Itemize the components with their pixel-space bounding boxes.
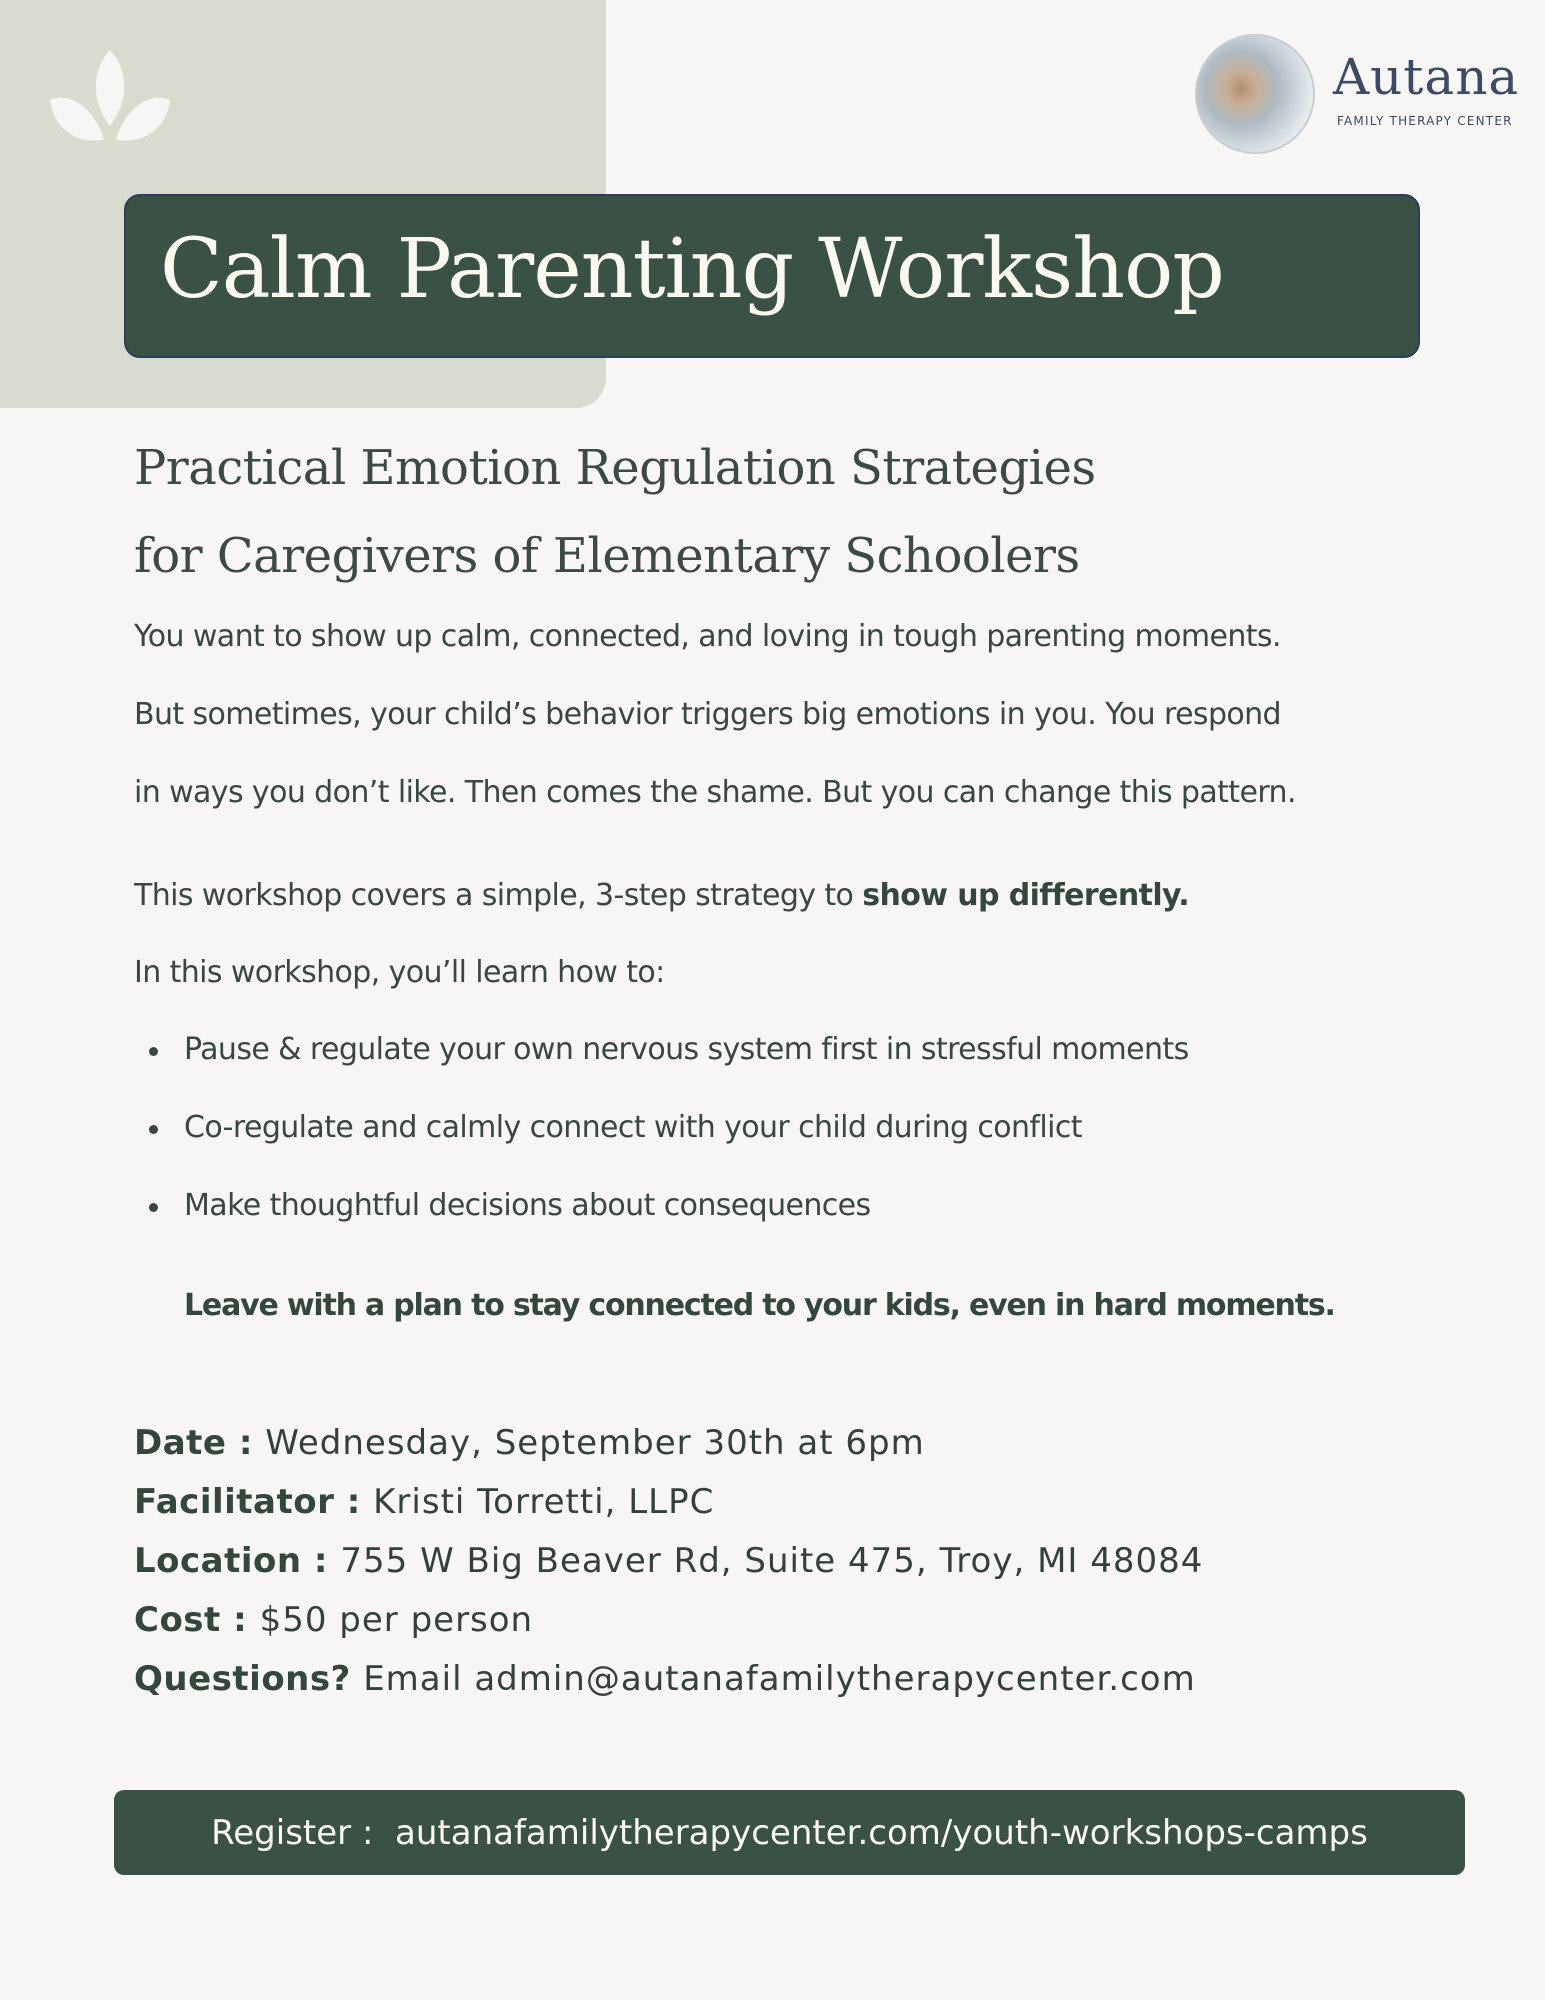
questions-label: Questions? <box>134 1659 364 1699</box>
register-label: Register : <box>211 1812 374 1853</box>
intro-line-1: You want to show up calm, connected, and loving in tough parenting moments. <box>134 619 1281 654</box>
cost-label: Cost : <box>134 1600 260 1640</box>
register-link[interactable]: autanafamilytherapycenter.com/youth-workshops-camps <box>395 1812 1368 1853</box>
intro-paragraph <box>134 598 1464 832</box>
intro-line-2: But sometimes, your child’s behavior triggers big emotions in you. You respond <box>134 697 1282 732</box>
leaf-sprout-icon <box>48 48 172 160</box>
location-value: 755 W Big Beaver Rd, Suite 475, Troy, MI 48084 <box>340 1541 1204 1581</box>
page-title: Calm Parenting Workshop <box>160 222 1224 317</box>
title-banner <box>124 194 1420 358</box>
brand-logo <box>1195 34 1520 158</box>
facilitator-label: Facilitator : <box>134 1482 374 1522</box>
date-row <box>134 1414 1203 1473</box>
cost-value: $50 per person <box>259 1600 534 1640</box>
list-item: Pause & regulate your own nervous system first in stressful moments <box>134 1011 1189 1089</box>
event-details <box>134 1414 1203 1709</box>
leave-callout: Leave with a plan to stay connected to your kids, even in hard moments. <box>184 1288 1335 1323</box>
register-banner[interactable] <box>114 1790 1465 1875</box>
learning-list <box>134 1011 1189 1245</box>
cost-row <box>134 1591 1203 1650</box>
subtitle-line-1: Practical Emotion Regulation Strategies <box>134 440 1096 496</box>
brand-name: Autana <box>1333 48 1520 106</box>
list-item: Co-regulate and calmly connect with your child during conflict <box>134 1089 1189 1167</box>
brand-subtitle: FAMILY THERAPY CENTER <box>1337 114 1513 128</box>
covers-text: This workshop covers a simple, 3-step strategy to <box>134 878 863 913</box>
covers-emphasis: show up differently. <box>862 878 1190 913</box>
facilitator-value: Kristi Torretti, LLPC <box>373 1482 715 1522</box>
questions-row <box>134 1650 1203 1709</box>
facilitator-row <box>134 1473 1203 1532</box>
subtitle-line-2: for Caregivers of Elementary Schoolers <box>134 528 1080 584</box>
location-label: Location : <box>134 1541 341 1581</box>
date-value: Wednesday, September 30th at 6pm <box>265 1423 925 1463</box>
questions-value: Email admin@autanafamilytherapycenter.com <box>363 1659 1196 1699</box>
intro-line-3: in ways you don’t like. Then comes the shame. But you can change this pattern. <box>134 775 1296 810</box>
brand-emblem <box>1195 34 1315 154</box>
list-item: Make thoughtful decisions about consequences <box>134 1167 1189 1245</box>
learn-intro: In this workshop, you’ll learn how to: <box>134 955 665 990</box>
date-label: Date : <box>134 1423 266 1463</box>
covers-paragraph <box>134 857 1189 935</box>
location-row <box>134 1532 1203 1591</box>
subtitle <box>134 424 1096 600</box>
